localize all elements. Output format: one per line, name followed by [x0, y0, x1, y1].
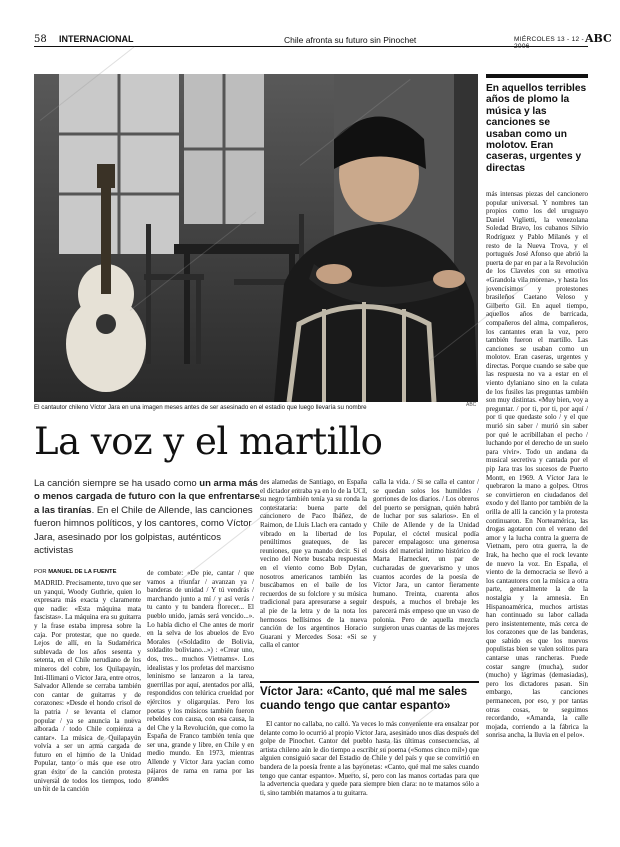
column-5-text: El cantor no callaba, no calló. Ya veces lo más conveniente era ensalzar por delante como lo ocurrió al propio Víctor Jara, asesinado unos días después del golpe de Pinochet. Cantor del pueblo hasta las últimas consecuencias, al artista chileno aún le dio tiempo a escribir su poema («Somos cinco mil») que alguien consiguió sacar del Estadio de Chile y del país y que se convirtió en bandera de la poesía frente a las bayonetas: «Canto, qué mal me sales cuando tengo que cantar espanto». Muerto, sí, pero con las manos cortadas para que la advertencia quedara y quede para siempre bien clara: no te matamos sólo a ti, sino también matamos a tu guitarra.: [260, 720, 479, 797]
newspaper-logo: ABC: [585, 32, 612, 45]
column-6-text: más intensas piezas del cancionero popular universal. Y nombres tan propios como los del uruguayo Daniel Viglietti, la venezolana Soledad Bravo, los cubanos Silvio Rodríguez y Pablo Milanés y el resto de la Nueva Trova, y el portugués José Afonso que abrió la puerta de par en par a la Revolución de los Claveles con su emotiva «Grandola vila morena», y hasta los jovencísimos y protestones brasileños Caetano Veloso y Gilberto Gil. En aquel tiempo, aquellos años de barricada, compañeros del alma, compañeros, los cantantes eran la voz, pero también fueron el martillo. Las canciones se usaban como un molotov. Eran caseras, urgentes y directas. Porque cuando se sabe que las respuesta no va a estar en el viento dylaniano sino en la culata de los fusiles las preguntas también son muy distintas. «Muy bien, voy a preguntar. / por ti, por ti, por aquí / por ti que quedaste solo / y el que murió sin saber / murió sin saber por qué le acribillaban el pecho / luchando por el derecho de un suelo para vivir». Todo un andana da musical secretiva y cantada por el pip Jara tras los sucesos de Puerto Montt, en 1969. A Víctor Jara le quebraron la mano a golpes. Otros se convirtieron en ciudadanos del exodo y del llanto por también de la orilla de allí la canción y la protesta continuaron. En Norteamérica, las drogas agotaron con el verano del amor y la lucha contra la guerra de Vietnam, pero otra guerra, la de Irak, ha hecho que el rock levante de nuevo la voz. En España, el viento de la democracia se llevó a los cantautores con la música a otra parte, generalmente la de la nostalgia y la amnesia. En Hispanoamérica, muchos artistas han continuado su labor callada pero insistentemente, más cerca de los corazones que de las banderas, que sabido es que los nuevos populistas bien se valen solitos para cantarse unas rancheras. Puede costar sangre (mucha), sudor (mucho) y lágrimas (demasiadas), pero los dictadores pasan. Sin embargo, las canciones permanecen, por eso, y por tantas otras cosas, te seguimos recordando, «Amanda, la calle mojada, corriendo a la fábrica la sonrisa ancha, la lluvia en el pelo».: [486, 190, 588, 740]
pullquote-bar: [486, 74, 588, 78]
photo-credit: ABC: [466, 402, 477, 408]
article-column-6: [486, 190, 588, 835]
byline-author: MANUEL DE LA FUENTE: [48, 569, 117, 575]
issue-date: MIÉRCOLES 13 - 12 - 2006: [514, 36, 584, 50]
column-4-text: calla la vida. / Si se calla el cantor / se quedan solos los humildes / gorriones de los diarios. / Los obreros del puerto se persignan, quién habrá de luchar por sus salarios». En el Chile de Allende y de la Unidad Popular, el cóctel musical podía parecer empalagoso: una generosa dosis del material íntimo histórico de Marta Harnecker, un par de cucharadas de guevarismo y unos cuantos acordes de la poesía de Víctor Jara, un cantor fieramente humano. Treinta, cuarenta años después, a muchos el brebaje les parecerá más empeso que un vaso de polonia. Pero de aquella mezcla surgieron unas cuantas de las mejores y: [373, 478, 479, 641]
photo-caption: El cantautor chileno Víctor Jara en una imagen meses antes de ser asesinado en el estadio que luego llevaría su nombre: [34, 404, 367, 411]
subhead-rule: [260, 681, 479, 683]
column-1-text: MADRID. Precisamente, tuvo que ser un yanqui, Woody Guthrie, quien lo expresara más exacta y claramente que nadie: «Esta máquina mata fascistas». La máquina era su guitarra y la frase estaba impresa sobre la caja. Por protestar, que no quede. Lejos de allí, en la Sudamérica sublevada de los años sesenta y setenta, en el Chile nerudiano de los mineros del cobre, los Quilapayún, Inti-Illimani o Víctor Jara, entre otros, Salvador Allende se cerraba también con cantar de guitarras y de corazones: «Desde el hondo crisol de la patria / se levanta el clamor popular / ya se anuncia la nueva alborada / todo Chile comienza a cantar». La música de Quilapayún volvía a ser un arma cargada de futuro en el himno de la Unidad Popular, tanto o más que ese otro gran éxito de la canción protesta universal de todos los tiempos, todo un hit de la canción: [34, 579, 141, 794]
article-column-4: [373, 478, 479, 677]
article-column-5: [260, 720, 479, 834]
byline-prefix: POR: [34, 569, 49, 575]
header-rule: [34, 46, 588, 47]
column-2-text: de combate: «De pie, cantar / que vamos a triunfar / avanzan ya / banderas de unidad / Y tú vendrás / marchando junto a mí / y así verás / tu canto y tu bandera florecer... El pueblo unido, jamás será vencido...». Lo había dicho el Che antes de morir en la selva de los abuelos de Evo Morales («Soldadito de Bolivia, soldadito boliviano...») : «Crear uno, dos, tres... muchos Vietnams». Los idealistas y los profetas del marxismo leninismo se lanzaron a la tarea, guerrillas por aquí, atentados por allá, respondidos con telúrica crueldad por ejércitos y oligarquías. Pero los poetas y los músicos también fueron rebeldes con causa, con esa causa, la del Che y la Revolución, que como la España de Franco también tenía que ser una, grande y libre, en Chile y en medio mundo. En 1973, mientras Allende y Víctor Jara yacían como pájaros de rama en rama por las grandes: [147, 569, 254, 784]
lead-paragraph: [34, 477, 262, 557]
lead-bold-text: un arma más o menos cargada de futuro con la que enfrentarse a las tiranías: [34, 478, 260, 516]
page-header: [34, 32, 612, 50]
section-name: INTERNACIONAL: [59, 34, 134, 44]
article-column-1: [34, 579, 141, 834]
article-photo: [34, 74, 478, 402]
article-column-2: [147, 569, 254, 834]
column-3-text: des alamedas de Santiago, en España el dictador entraba ya en lo de la UCI, su negro también tenía ya su ronda la contestataria: buena parte del cancionero de Paco Ibáñez, de Raimon, de Lluís Llach era cantado y vibrado en la libertad de los penúltimos guateques, de las reuniones, que ya mando decir. Si el vecino del Norte buscaba respuestas en el viento como Bob Dylan, nosotros americanos también las buscábamos en el baile de los recuerdos de su folclore y su música tradicional para apresurarse a seguir al pie de la letra y de la nota los hermosos bellísimos de la nueva canción de los argentinos Horacio Guarani y Mercedes Sosa: «Si se calla el cantor: [260, 478, 367, 650]
subhead: Víctor Jara: «Canto, qué mal me sales cuando tengo que cantar espanto»: [260, 686, 468, 712]
byline: [34, 569, 116, 575]
headline: La voz y el martillo: [34, 420, 383, 463]
page-number: 58: [34, 34, 47, 45]
lead-text-1: La canción siempre se ha usado como: [34, 478, 200, 489]
lead-text-2: . En el Chile de Allende, las canciones fueron himnos políticos, y los cantores, como Víctor Jara, asesinado por los golpistas, auténticos activistas: [34, 504, 253, 557]
pullquote: En aquellos terribles años de plomo la música y las canciones se usaban como un molotov. Eran caseras, urgentes y directas: [486, 83, 587, 174]
page-topic: Chile afronta su futuro sin Pinochet: [284, 35, 417, 45]
article-column-3: [260, 478, 367, 677]
photo-illustration: [34, 74, 478, 402]
